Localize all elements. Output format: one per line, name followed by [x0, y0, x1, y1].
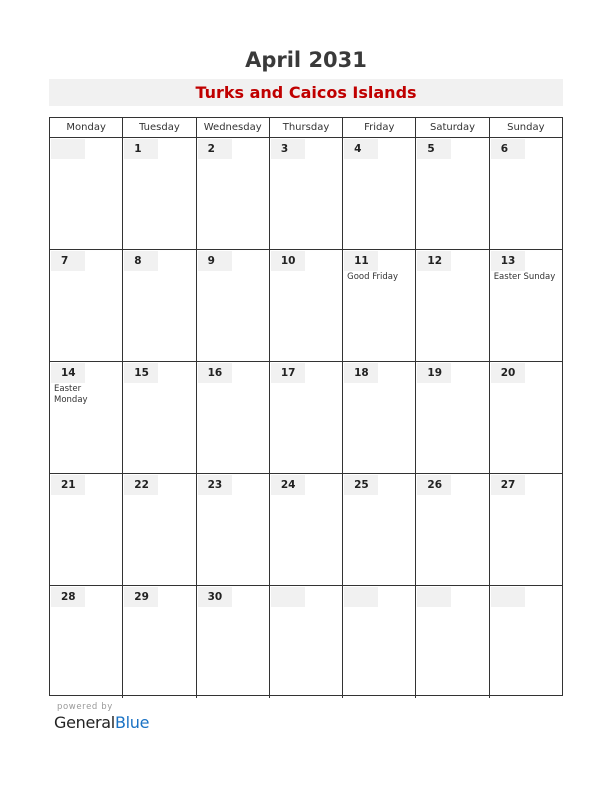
powered-by-label: powered by: [57, 702, 113, 712]
day-cell[interactable]: [123, 250, 196, 361]
day-cell[interactable]: [50, 138, 123, 249]
day-cell[interactable]: [343, 138, 416, 249]
day-cell[interactable]: [416, 138, 489, 249]
day-number: [491, 587, 525, 607]
day-number: 30: [198, 587, 232, 607]
day-number: 8: [124, 251, 158, 271]
week-row: [50, 362, 562, 474]
day-number: 15: [124, 363, 158, 383]
weekday-header: Tuesday: [123, 118, 196, 137]
day-number: 21: [51, 475, 85, 495]
day-number: 24: [271, 475, 305, 495]
day-number: 20: [491, 363, 525, 383]
day-cell[interactable]: [343, 474, 416, 585]
day-cell[interactable]: [50, 362, 123, 473]
day-number: 23: [198, 475, 232, 495]
day-cell[interactable]: [490, 362, 562, 473]
weekday-header: Saturday: [416, 118, 489, 137]
day-cell[interactable]: [416, 586, 489, 698]
weekday-header-row: [50, 118, 562, 138]
day-cell[interactable]: [416, 362, 489, 473]
day-number: [417, 587, 451, 607]
day-cell[interactable]: [270, 474, 343, 585]
weekday-header: Sunday: [507, 122, 545, 133]
day-number: 19: [417, 363, 451, 383]
day-number: 16: [198, 363, 232, 383]
week-row: [50, 250, 562, 362]
day-cell[interactable]: [416, 250, 489, 361]
day-number: 14: [51, 363, 85, 383]
generalblue-logo[interactable]: [54, 713, 149, 732]
day-number: 13: [491, 251, 525, 271]
holiday-label: Easter Sunday: [493, 272, 556, 282]
day-cell[interactable]: [197, 474, 270, 585]
day-cell[interactable]: [123, 474, 196, 585]
day-cell[interactable]: [343, 250, 416, 361]
calendar-title: April 2031: [245, 48, 367, 72]
day-number: 27: [491, 475, 525, 495]
week-row: [50, 586, 562, 698]
logo-general-text: General: [54, 713, 115, 732]
weekday-header: Wednesday: [197, 118, 270, 137]
day-number: 2: [198, 139, 232, 159]
day-cell[interactable]: [343, 362, 416, 473]
day-number: [51, 139, 85, 159]
day-cell[interactable]: [270, 250, 343, 361]
day-number: 9: [198, 251, 232, 271]
day-cell[interactable]: [197, 362, 270, 473]
holiday-label: Easter Monday: [54, 384, 88, 405]
day-cell[interactable]: [270, 586, 343, 698]
weekday-header: Monday: [50, 118, 123, 137]
day-cell[interactable]: [50, 474, 123, 585]
day-number: 11: [344, 251, 378, 271]
day-cell[interactable]: [50, 586, 123, 698]
day-number: 10: [271, 251, 305, 271]
day-number: 4: [344, 139, 378, 159]
country-banner: Turks and Caicos Islands: [49, 79, 563, 106]
day-cell[interactable]: [50, 250, 123, 361]
day-number: 1: [124, 139, 158, 159]
day-number: [271, 587, 305, 607]
day-number: 26: [417, 475, 451, 495]
day-cell[interactable]: [197, 138, 270, 249]
day-cell[interactable]: [197, 250, 270, 361]
day-number: 25: [344, 475, 378, 495]
day-number: 12: [417, 251, 451, 271]
day-cell[interactable]: [490, 586, 562, 698]
day-cell[interactable]: [490, 250, 562, 361]
week-row: [50, 474, 562, 586]
day-number: [344, 587, 378, 607]
day-number: 5: [417, 139, 451, 159]
day-cell[interactable]: [123, 138, 196, 249]
day-cell[interactable]: [123, 586, 196, 698]
calendar-grid: [49, 117, 563, 696]
day-cell[interactable]: [270, 362, 343, 473]
day-number: 18: [344, 363, 378, 383]
day-number: 17: [271, 363, 305, 383]
day-cell[interactable]: [343, 586, 416, 698]
day-cell[interactable]: [490, 474, 562, 585]
logo-blue-text: Blue: [114, 713, 150, 732]
day-cell[interactable]: [123, 362, 196, 473]
day-number: 28: [51, 587, 85, 607]
day-number: 22: [124, 475, 158, 495]
holiday-label: Good Friday: [347, 272, 398, 282]
day-number: 6: [491, 139, 525, 159]
weekday-header: Friday: [343, 118, 416, 137]
day-cell[interactable]: [490, 138, 562, 249]
day-cell[interactable]: [270, 138, 343, 249]
day-cell[interactable]: [416, 474, 489, 585]
day-number: 3: [271, 139, 305, 159]
week-row: [50, 138, 562, 250]
day-cell[interactable]: [197, 586, 270, 698]
day-number: 29: [124, 587, 158, 607]
weekday-header: Thursday: [270, 118, 343, 137]
day-number: 7: [51, 251, 85, 271]
